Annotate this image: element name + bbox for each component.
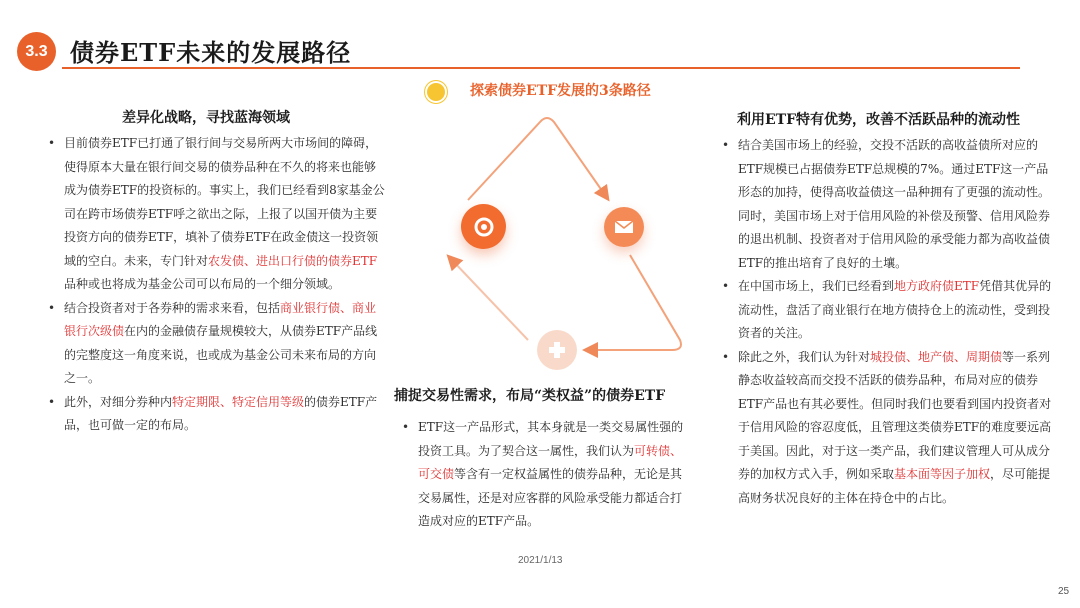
bullet-text: 结合美国市场上的经验，交投不活跃的高收益债所对应的ETF规模已占据债券ETF总规模的7%。通过ETF这一产品形态的加持，使得高收益债这一品种拥有了更强的流动性。同时，美国市场上对于信用风险的补偿及预警、信用风险券的退出机制、投资者对于信用风险的承受能力都为高收益债ETF的推出培育了良好的土壤。 — [738, 138, 1051, 270]
bullet-text: ETF这一产品形式，其本身就是一类交易属性强的投资工具。为了契合这一属性，我们认为 — [418, 420, 684, 458]
middle-column-body — [402, 416, 692, 534]
bullet-item — [722, 134, 1052, 275]
highlighted-text: 地方政府债ETF — [894, 279, 980, 293]
sun-icon — [427, 83, 445, 101]
highlighted-text: 农发债、进出口行债的债券ETF — [208, 253, 378, 268]
title-divider — [62, 67, 1020, 69]
bullet-text: 的债券ETF产品，也可做一定的布局。 — [64, 394, 378, 432]
right-bullet-list — [722, 134, 1052, 510]
page-title: 债券ETF未来的发展路径 — [70, 38, 352, 67]
bullet-text: 品种或也将成为基金公司可以布局的一个细分领域。 — [64, 277, 341, 291]
bullet-item — [48, 132, 386, 297]
middle-bullet-list — [402, 416, 692, 534]
bullet-item — [48, 297, 386, 391]
bullet-text: 在内的金融债存量规模较大，从债券ETF产品线的完整度这一角度来说，也或成为基金公司未来布局的方向之一。 — [64, 324, 378, 385]
bullet-item — [402, 416, 692, 534]
date-footer: 2021/1/13 — [518, 555, 563, 566]
highlighted-text: 城投债、地产债、周期债 — [870, 349, 1003, 364]
left-bullet-list — [48, 132, 386, 438]
medical-cross-icon — [537, 330, 577, 370]
bullet-text: ，尽可能提高财务状况良好的主体在持仓中的占比。 — [738, 467, 1051, 505]
mail-icon — [604, 207, 644, 247]
page-number: 25 — [1058, 586, 1070, 597]
bullet-text: 除此之外，我们认为针对 — [738, 349, 871, 364]
section-badge: 3.3 — [17, 32, 56, 71]
bullet-text: 此外，对细分券种内 — [64, 394, 173, 409]
bullet-text: 结合投资者对于各券种的需求来看，包括 — [64, 300, 281, 315]
bullet-item — [722, 346, 1052, 511]
middle-column-heading: 捕捉交易性需求，布局“类权益”的债券ETF — [394, 388, 666, 404]
bullet-item — [48, 391, 386, 438]
highlighted-text: 特定期限、特定信用等级 — [172, 394, 305, 409]
bullet-text: 在中国市场上，我们已经看到 — [738, 279, 895, 293]
bullet-text: 凭借其优异的流动性，盘活了商业银行在地方债持仓上的流动性，受到投资者的关注。 — [738, 279, 1052, 340]
bullet-text: 等一系列静态收益较高而交投不活跃的债券品种，布局对应的债券ETF产品也有其必要性。但同时我们也要看到国内投资者对于信用风险的容忍度低，且管理这类债券ETF的难度要远高于美国。因此，对于这一类产品，我们建议管理人可从成分券的加权方式入手，例如采取 — [738, 349, 1052, 481]
bullet-item — [722, 275, 1052, 346]
target-icon — [461, 204, 506, 249]
highlighted-text: 商业银行债、商业银行次级债 — [64, 300, 377, 338]
highlighted-text: 基本面等因子加权 — [894, 467, 991, 481]
center-heading: 探索债券ETF发展的3条路径 — [470, 83, 651, 99]
left-column-body — [48, 132, 386, 438]
left-column-heading: 差异化战略，寻找蓝海领域 — [122, 110, 290, 126]
right-column-heading: 利用ETF特有优势，改善不活跃品种的流动性 — [737, 112, 1021, 128]
right-column-body — [722, 134, 1052, 510]
highlighted-text: 可转债、可交债 — [418, 443, 683, 481]
bullet-text: 等含有一定权益属性的债券品种，无论是其交易属性，还是对应客群的风险承受能力都适合打造成对应的ETF产品。 — [418, 467, 683, 528]
bullet-text: 目前债券ETF已打通了银行间与交易所两大市场间的障碍，使得原本大量在银行间交易的债券品种在不久的将来也能够成为债券ETF的投资标的。事实上，我们已经看到8家基金公司在跨市场债券ETF呼之欲出之际，上报了以国开债为主要投资方向的债券ETF，填补了债券ETF在政金债这一投资领域的空白。未来，专门针对 — [64, 136, 385, 268]
